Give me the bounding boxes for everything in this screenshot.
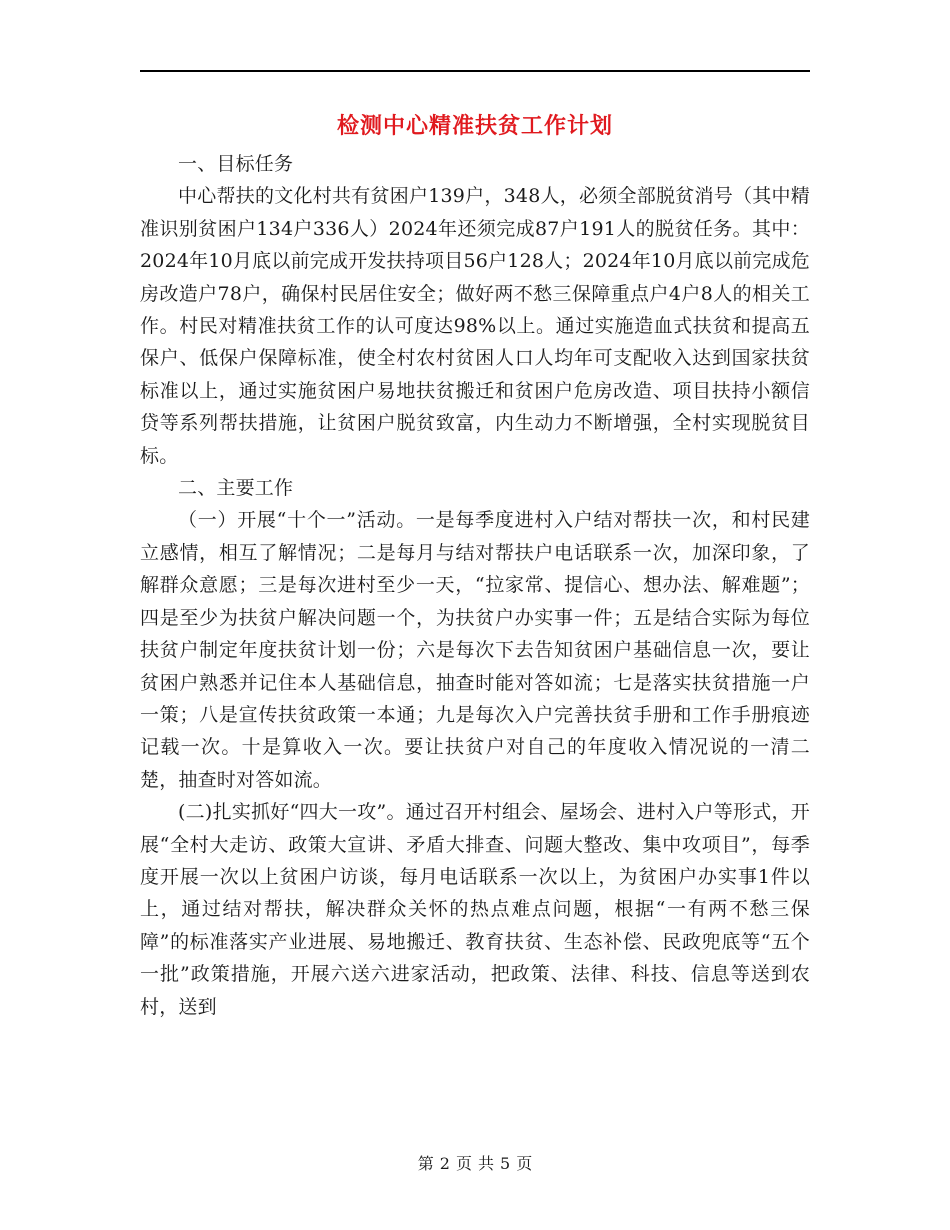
header-rule: [140, 70, 810, 72]
document-title: 检测中心精准扶贫工作计划: [336, 113, 613, 139]
paragraph-ten-ones: （一）开展“十个一”活动。一是每季度进村入户结对帮扶一次，和村民建立感情，相互了解情况；二是每月与结对帮扶户电话联系一次，加深印象，了解群众意愿；三是每次进村至少一天，“拉家常、提信心、想办法、解难题”；四是至少为扶贫户解决问题一个，为扶贫户办实事一件；五是结合实际为每位扶贫户制定年度扶贫计划一份；六是每次下去告知贫困户基础信息一次，要让贫困户熟悉并记住本人基础信息，抽查时能对答如流；七是落实扶贫措施一户一策；八是宣传扶贫政策一本通；九是每次入户完善扶贫手册和工作手册痕迹记载一次。十是算收入一次。要让扶贫户对自己的年度收入情况说的一清二楚，抽查时对答如流。: [140, 509, 810, 791]
footer-total-pages: 5: [500, 1154, 511, 1173]
footer-prefix: 第: [417, 1154, 434, 1173]
footer-page-word: 页: [455, 1154, 472, 1173]
footer-total-word: 共: [478, 1154, 495, 1173]
paragraph-four-big-one-attack: (二)扎实抓好“四大一攻”。通过召开村组会、屋场会、进村入户等形式，开展“全村大走访、政策大宣讲、矛盾大排查、问题大整改、集中攻项目”，每季度开展一次以上贫困户访谈，每月电话联系一次以上，为贫困户办实事1件以上，通过结对帮扶，解决群众关怀的热点难点问题，根据“一有两不愁三保障”的标准落实产业进展、易地搬迁、教育扶贫、生态补偿、民政兜底等“五个一批”政策措施，开展六送六进家活动，把政策、法律、科技、信息等送到农村，送到: [140, 801, 810, 1018]
section-heading-main-work: 二、主要工作: [178, 477, 294, 500]
paragraph-goals: 中心帮扶的文化村共有贫困户139户，348人，必须全部脱贫消号（其中精准识别贫困户134户336人）2024年还须完成87户191人的脱贫任务。其中：2024年10月底以前完成开发扶持项目56户128人；2024年10月底以前完成危房改造户78户，确保村民居住安全；做好两不愁三保障重点户4户8人的相关工作。村民对精准扶贫工作的认可度达98%以上。通过实施造血式扶贫和提高五保户、低保户保障标准，使全村农村贫困人口人均年可支配收入达到国家扶贫标准以上，通过实施贫困户易地扶贫搬迁和贫困户危房改造、项目扶持小额信贷等系列帮扶措施，让贫困户脱贫致富，内生动力不断增强，全村实现脱贫目标。: [140, 185, 810, 467]
page-number-footer: [0, 1152, 950, 1176]
footer-suffix: 页: [516, 1154, 533, 1173]
section-heading-goals: 一、目标任务: [178, 153, 294, 175]
footer-page-number: 2: [439, 1154, 450, 1173]
document-body: [140, 106, 810, 1023]
